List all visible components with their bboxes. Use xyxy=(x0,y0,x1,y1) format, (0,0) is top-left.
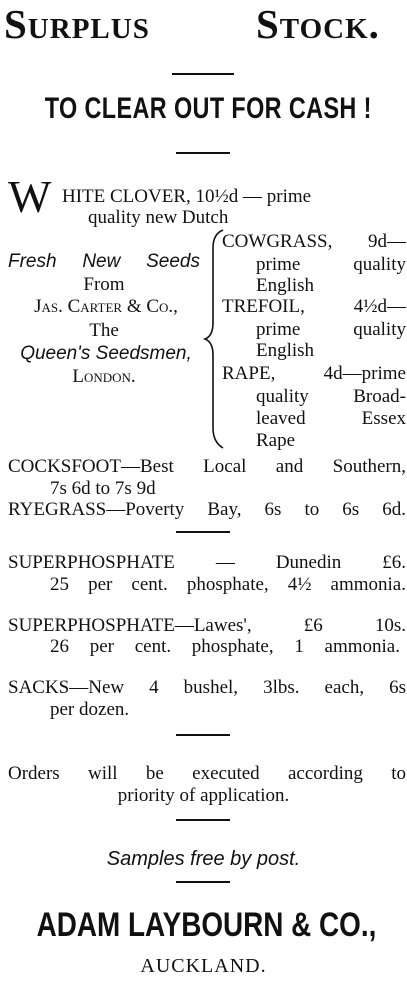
title-word-1: Surplus xyxy=(4,1,150,47)
sacks-line-2: per dozen. xyxy=(50,699,130,720)
subtitle: TO CLEAR OUT FOR CASH ! xyxy=(44,92,372,125)
grass-line-10: Rape xyxy=(256,430,296,451)
supplier-line-4: The xyxy=(89,320,119,341)
orders-line-2: priority of application. xyxy=(117,785,290,806)
super1-line-2: 25 per cent. phosphate, 4½ ammonia. xyxy=(50,574,406,595)
merchant-name: ADAM LAYBOURN & CO., xyxy=(36,906,377,944)
grass-line-1: COWGRASS, 9d— xyxy=(222,231,406,252)
divider-6 xyxy=(176,881,230,883)
dropcap: W xyxy=(8,171,52,222)
grass-line-7: RAPE, 4d—prime xyxy=(222,363,406,384)
divider-1 xyxy=(172,73,234,75)
super2-line-1: SUPERPHOSPHATE—Lawes', £6 10s. xyxy=(8,615,406,636)
divider-5 xyxy=(176,819,230,821)
supplier-line-3: Jas. Carter & Co., xyxy=(34,296,178,317)
title-word-2: Stock. xyxy=(256,1,380,47)
grass-line-2: prime quality xyxy=(256,254,406,275)
clover-line-1 xyxy=(62,187,406,206)
supplier-line-1: Fresh New Seeds xyxy=(8,251,200,272)
divider-3 xyxy=(176,531,230,533)
divider-4 xyxy=(176,734,230,736)
grass-line-4: TREFOIL, 4½d— xyxy=(222,296,406,317)
super1-line-1: SUPERPHOSPHATE — Dunedin £6. xyxy=(8,552,406,573)
merchant-city: AUCKLAND. xyxy=(140,955,267,977)
supplier-line-2: From xyxy=(83,274,125,295)
sacks-line-1: SACKS—New 4 bushel, 3lbs. each, 6s xyxy=(8,677,406,698)
cocksfoot-line-2: 7s 6d to 7s 9d xyxy=(50,478,156,499)
supplier-line-5: Queen's Seedsmen, xyxy=(20,343,192,364)
grass-line-8: quality Broad- xyxy=(256,386,406,407)
grass-line-5: prime quality xyxy=(256,319,406,340)
samples-note: Samples free by post. xyxy=(106,848,301,870)
grass-line-6: English xyxy=(256,340,315,361)
cocksfoot-line-1: COCKSFOOT—Best Local and Southern, xyxy=(8,456,406,477)
ryegrass-line: RYEGRASS—Poverty Bay, 6s to 6s 6d. xyxy=(8,499,406,520)
grass-line-9: leaved Essex xyxy=(256,408,406,429)
brace-divider xyxy=(203,228,225,450)
divider-2 xyxy=(176,152,230,154)
supplier-line-6: London. xyxy=(72,366,136,387)
super2-line-2: 26 per cent. phosphate, 1 ammonia. xyxy=(50,636,400,657)
clover-line-2: quality new Dutch xyxy=(88,207,229,228)
orders-line-1: Orders will be executed according to xyxy=(8,763,406,784)
ad-title xyxy=(4,0,404,48)
grass-line-3: English xyxy=(256,275,315,296)
clover-line-1-text: HITE CLOVER, 10½d — prime xyxy=(62,186,312,207)
